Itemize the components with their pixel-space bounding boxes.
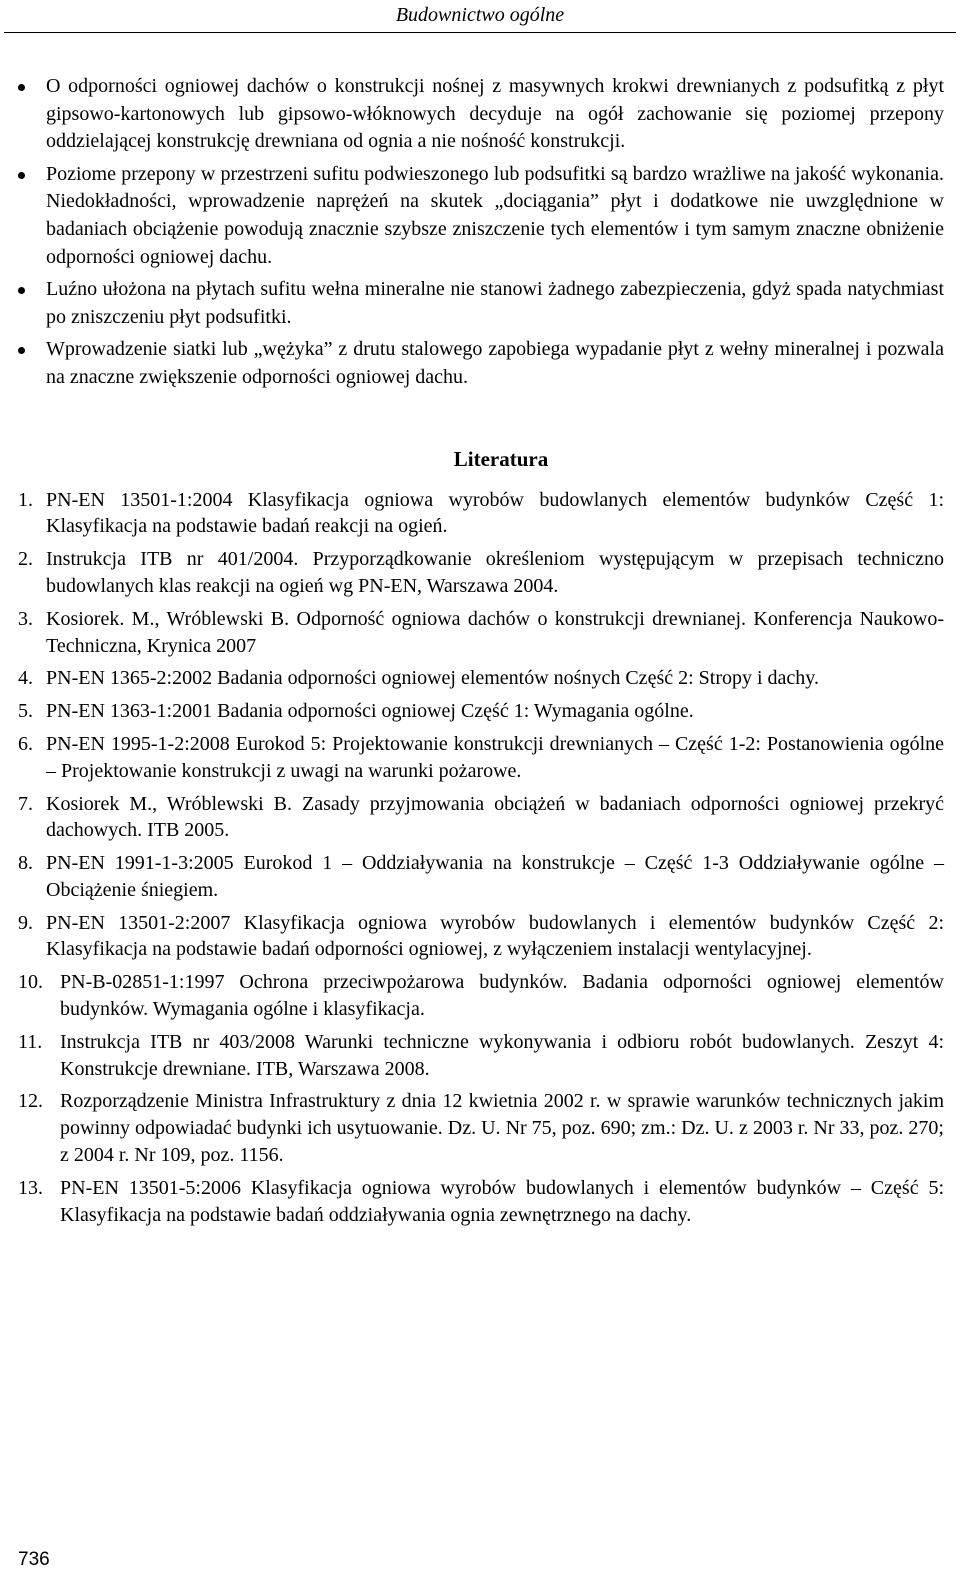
running-title: Budownictwo ogólne [395, 4, 565, 26]
reference-number: 9. [18, 911, 33, 934]
bullet-item [18, 73, 944, 156]
reference-number: 3. [18, 607, 33, 630]
reference-text: PN-B-02851-1:1997 Ochrona przeciwpożarowa budynków. Badania odporności ogniowej elementów budynków. Wymagania ogólne i klasyfikacja. [60, 971, 944, 1021]
bullet-text: O odporności ogniowej dachów o konstrukcji nośnej z masywnych krokwi drewnianych z podsufitką z płyt gipsowo-kartonowych lub gipsowo-włóknowych decyduje na ogół zachowanie się poziomej przepony oddzielającej konstrukcję drewniana od ognia a nie nośność konstrukcji. [46, 75, 944, 153]
reference-text: Kosiorek M., Wróblewski B. Zasady przyjmowania obciążeń w badaniach odporności ogniowej przekryć dachowych. ITB 2005. [46, 792, 944, 842]
reference-text: PN-EN 1995-1-2:2008 Eurokod 5: Projektowanie konstrukcji drewnianych – Część 1-2: Postanowienia ogólne – Projektowanie konstrukcji z uwagi na warunki pożarowe. [46, 732, 944, 782]
reference-number: 11. [18, 1030, 43, 1053]
page-body [18, 73, 944, 1234]
bullet-item [18, 161, 944, 271]
reference-text: Instrukcja ITB nr 401/2004. Przyporządkowanie określeniom występującym w przepisach techniczno budowlanych klas reakcji na ogień wg PN-EN, Warszawa 2004. [46, 548, 944, 597]
bullet-list [18, 73, 944, 392]
header-divider [4, 32, 956, 33]
running-header [0, 0, 960, 34]
literature-heading: Literatura [453, 446, 549, 471]
bullet-dot-icon [18, 347, 25, 354]
reference-number: 8. [18, 852, 33, 875]
bullet-item [18, 276, 944, 331]
reference-number: 12. [18, 1090, 43, 1113]
reference-item [18, 731, 944, 785]
reference-item [18, 850, 944, 904]
reference-text: Rozporządzenie Ministra Infrastruktury z dnia 12 kwietnia 2002 r. w sprawie warunków technicznych jakim powinny odpowiadać budynki ich usytuowanie. Dz. U. Nr 75, poz. 690; zm.: Dz. U. z 2003 r. Nr 33, poz. 270; z 2004 r. Nr 109, poz. 1156. [60, 1090, 944, 1167]
page-number: 736 [18, 1549, 50, 1570]
bullet-dot-icon [18, 84, 25, 91]
reference-number: 13. [18, 1176, 43, 1199]
reference-number: 6. [18, 732, 33, 755]
reference-text: Instrukcja ITB nr 403/2008 Warunki techniczne wykonywania i odbioru robót budowlanych. Zeszyt 4: Konstrukcje drewniane. ITB, Warszawa 2008. [60, 1030, 944, 1080]
reference-item [18, 910, 944, 964]
reference-text: PN-EN 13501-1:2004 Klasyfikacja ogniowa wyrobów budowlanych elementów budynków Część 1: Klasyfikacja na podstawie badań reakcji na ogień. [46, 488, 944, 538]
bullet-dot-icon [18, 287, 25, 294]
reference-item [18, 487, 944, 541]
reference-text: PN-EN 1363-1:2001 Badania odporności ogniowej Część 1: Wymagania ogólne. [46, 700, 694, 723]
bullet-text: Poziome przepony w przestrzeni sufitu podwieszonego lub podsufitki są bardzo wrażliwe na jakość wykonania. Niedokładności, wprowadzenie naprężeń na skutek „dociągania” płyt i dodatkowe nie uwzględnione w badaniach obciążenie powodują znacznie szybsze zniszczenie tych elementów i tym samym znaczne obniżenie odporności ogniowej dachu. [46, 162, 944, 268]
bullet-dot-icon [18, 172, 25, 179]
reference-item [18, 665, 944, 692]
reference-item [18, 698, 944, 725]
reference-item [18, 1175, 944, 1229]
reference-number: 4. [18, 667, 33, 690]
reference-number: 1. [18, 488, 33, 511]
reference-number: 2. [18, 548, 33, 571]
reference-item [18, 546, 944, 600]
bullet-text: Wprowadzenie siatki lub „wężyka” z drutu stalowego zapobiega wypadanie płyt z wełny mineralnej i pozwala na znaczne zwiększenie odporności ogniowej dachu. [46, 338, 944, 388]
reference-number: 5. [18, 700, 33, 723]
reference-item [18, 969, 944, 1023]
reference-text: PN-EN 13501-5:2006 Klasyfikacja ogniowa wyrobów budowlanych i elementów budynków – Część 5: Klasyfikacja na podstawie badań oddziaływania ognia zewnętrznego na dachy. [60, 1176, 944, 1226]
reference-text: PN-EN 1991-1-3:2005 Eurokod 1 – Oddziaływania na konstrukcje – Część 1-3 Oddziaływanie ogólne – Obciążenie śniegiem. [46, 852, 944, 901]
reference-item [18, 606, 944, 660]
bullet-text: Luźno ułożona na płytach sufitu wełna mineralne nie stanowi żadnego zabezpieczenia, gdyż spada natychmiast po zniszczeniu płyt podsufitki. [46, 278, 944, 328]
reference-text: PN-EN 13501-2:2007 Klasyfikacja ogniowa wyrobów budowlanych i elementów budynków Część 2: Klasyfikacja na podstawie badań odporności ogniowej, z wyłączeniem instalacji wentylacyjnej. [46, 911, 944, 961]
reference-text: Kosiorek. M., Wróblewski B. Odporność ogniowa dachów o konstrukcji drewnianej. Konferencja Naukowo-Techniczna, Krynica 2007 [46, 607, 944, 657]
reference-number: 7. [18, 792, 33, 815]
reference-text: PN-EN 1365-2:2002 Badania odporności ogniowej elementów nośnych Część 2: Stropy i dachy. [46, 667, 820, 690]
reference-list [18, 487, 944, 1229]
reference-number: 10. [18, 971, 43, 994]
reference-item [18, 1088, 944, 1168]
reference-item [18, 1029, 944, 1083]
bullet-item [18, 336, 944, 391]
reference-item [18, 791, 944, 845]
